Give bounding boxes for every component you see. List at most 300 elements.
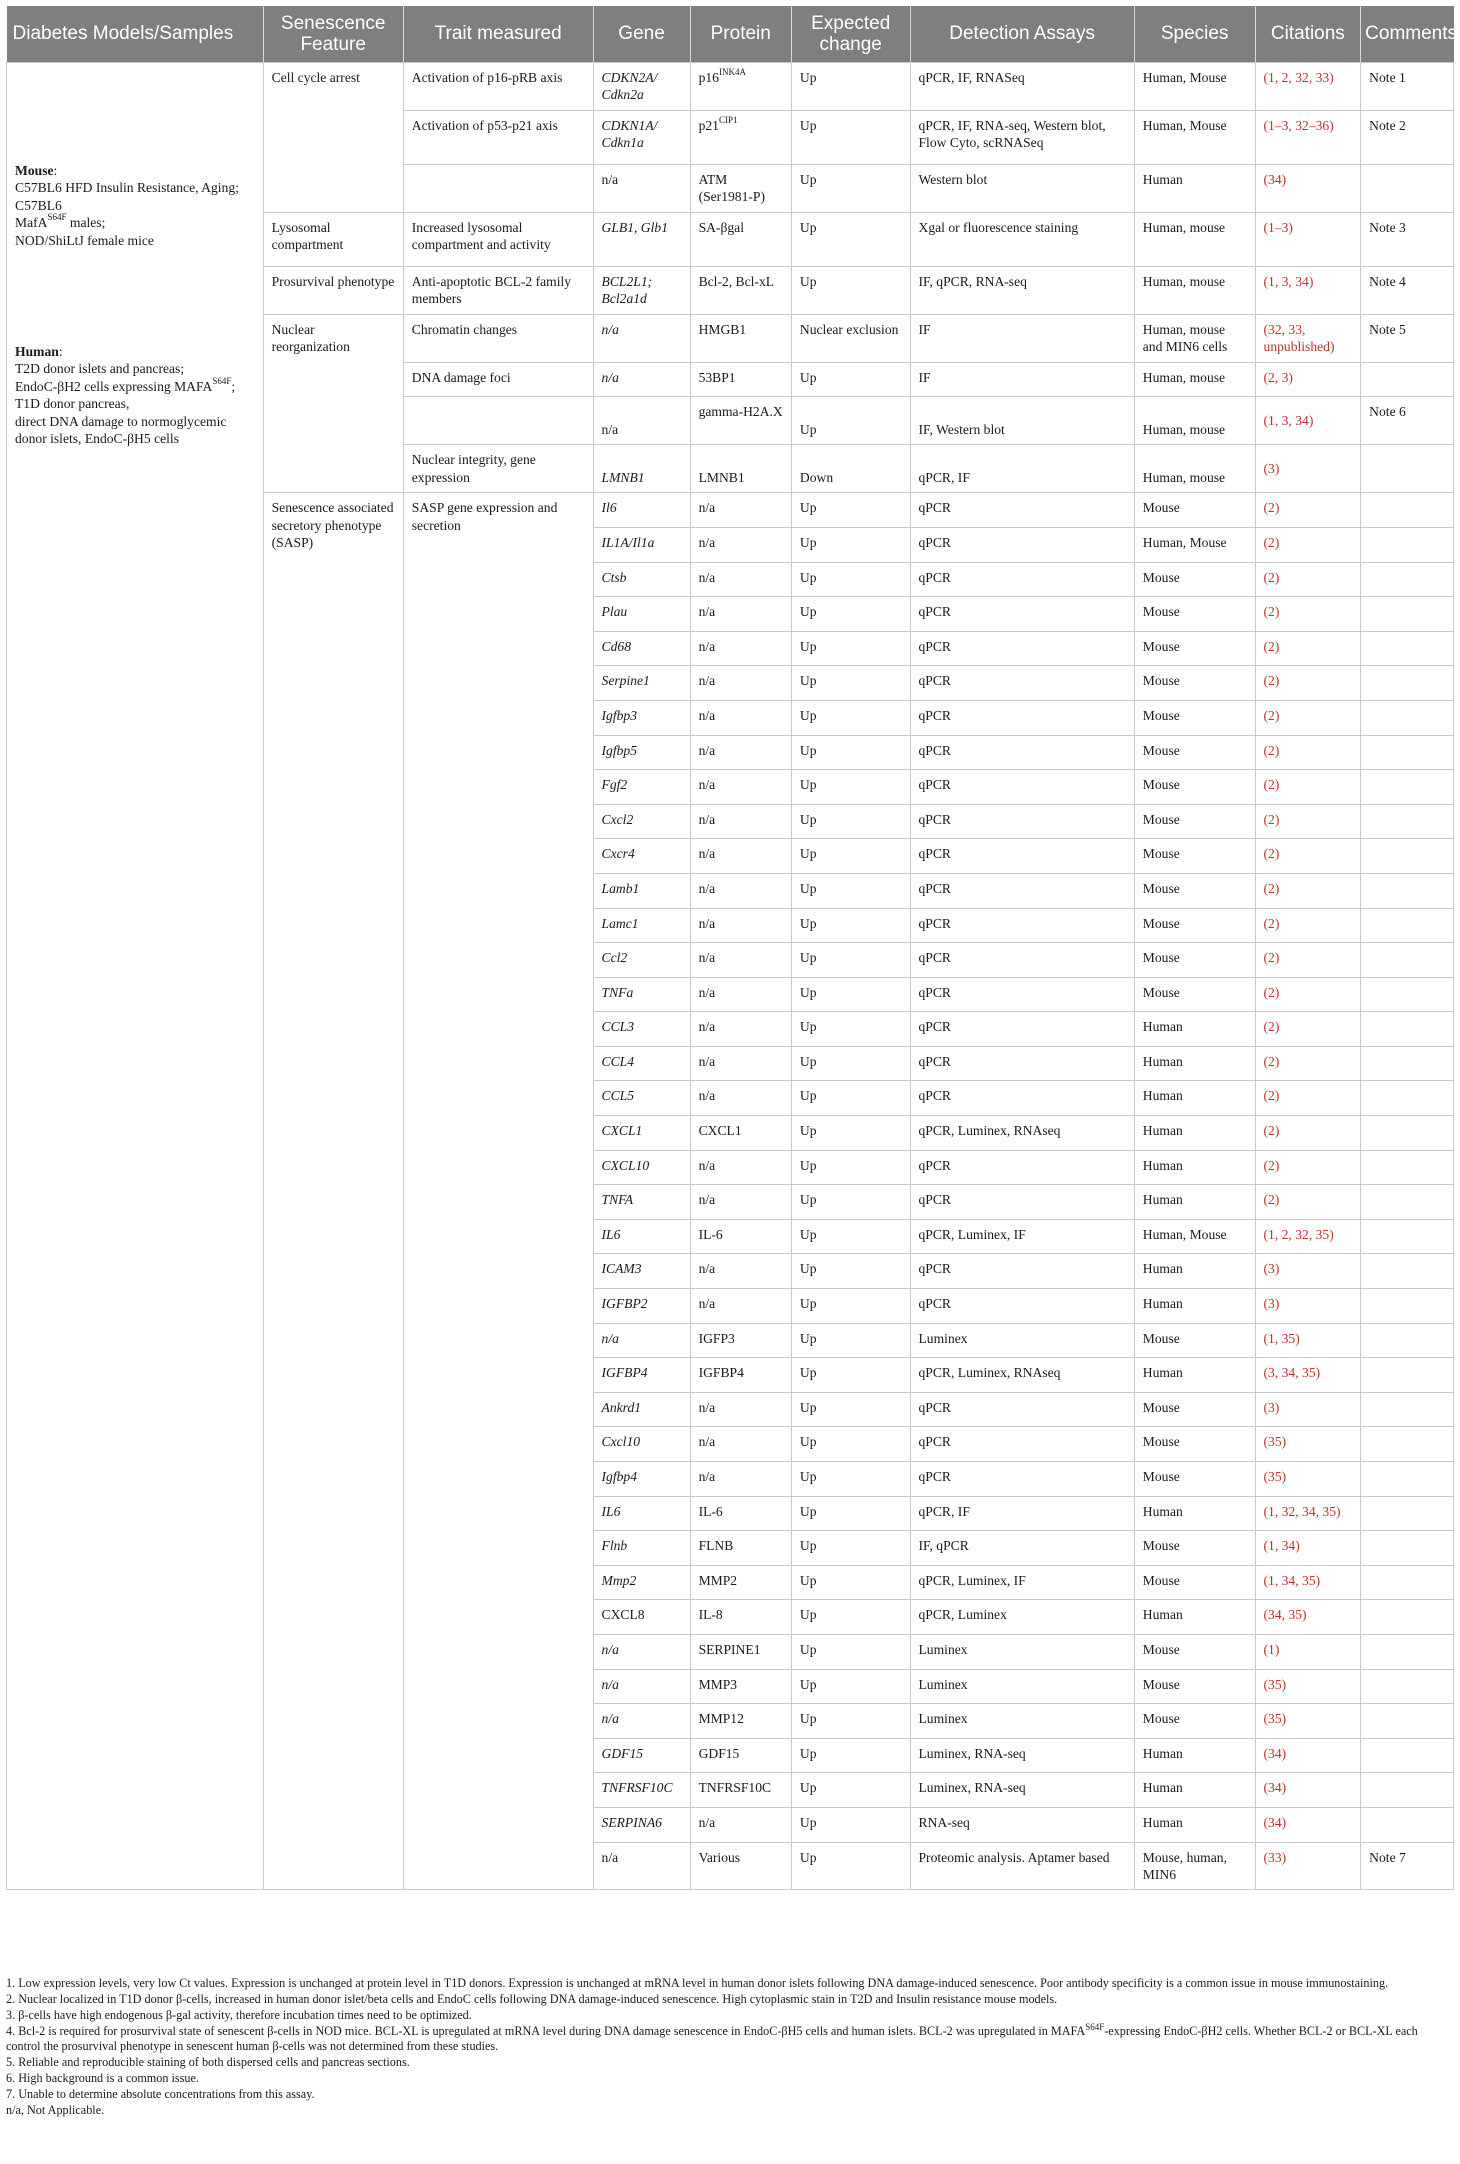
protein-cell: IL-6 [690,1219,791,1254]
gene-cell: Cxcl2 [593,804,690,839]
protein-cell: n/a [690,1150,791,1185]
comment-cell [1361,631,1454,666]
species-cell: Mouse [1134,770,1255,805]
species-cell: Human [1134,1081,1255,1116]
footnote: 1. Low expression levels, very low Ct values. Expression is unchanged at protein level in T1D donors. Expression is unchanged at mRNA level in human donor islets following DNA damage-induced senescence. Poor antibody specificity is a common issue in mouse immunostaining. [6,1976,1389,1990]
citations-cell: (2) [1255,562,1361,597]
assays-cell: IF, qPCR [910,1531,1134,1566]
gene-cell: CXCL8 [593,1600,690,1635]
comment-cell [1361,1807,1454,1842]
change-cell: Up [791,839,910,874]
species-cell: Mouse [1134,1323,1255,1358]
comment-cell [1361,839,1454,874]
table-row: DNA damage foci n/a 53BP1 Up IF Human, mouse (2, 3) [7,362,1454,397]
comment-cell [1361,666,1454,701]
human-models: Human: [15,343,63,359]
citations-cell: (2) [1255,839,1361,874]
assays-cell: qPCR [910,908,1134,943]
assays-cell: Luminex, RNA-seq [910,1738,1134,1773]
protein-cell: n/a [690,1289,791,1324]
protein-cell: MMP3 [690,1669,791,1704]
protein-cell: MMP12 [690,1704,791,1739]
assays-cell: Luminex [910,1704,1134,1739]
change-cell: Up [791,1496,910,1531]
assays-cell: qPCR, Luminex, RNAseq [910,1116,1134,1151]
change-cell: Up [791,1046,910,1081]
gene-cell: CCL3 [593,1012,690,1047]
change-cell: Up [791,1531,910,1566]
protein-cell: FLNB [690,1531,791,1566]
gene-cell: CXCL1 [593,1116,690,1151]
citations-cell: (2) [1255,735,1361,770]
gene-cell: SERPINA6 [593,1807,690,1842]
comment-cell [1361,943,1454,978]
gene-cell: Flnb [593,1531,690,1566]
comment-cell [1361,1600,1454,1635]
gene-cell: Fgf2 [593,770,690,805]
assays-cell: Luminex, RNA-seq [910,1773,1134,1808]
header-change: Expected change [791,6,910,63]
header-assays: Detection Assays [910,6,1134,63]
species-cell: Mouse, human, MIN6 [1134,1842,1255,1890]
change-cell: Up [791,873,910,908]
assays-cell: qPCR [910,735,1134,770]
citations-cell: (2) [1255,1012,1361,1047]
change-cell: Up [791,908,910,943]
citations-cell: (33) [1255,1842,1361,1890]
gene-cell: CCL4 [593,1046,690,1081]
change-cell: Up [791,631,910,666]
citations-cell: (35) [1255,1462,1361,1497]
assays-cell: qPCR [910,1289,1134,1324]
gene-cell: Serpine1 [593,666,690,701]
feature-prosurvival: Prosurvival phenotype [263,266,403,314]
change-cell: Up [791,1462,910,1497]
protein-cell: n/a [690,493,791,528]
gene-cell: TNFRSF10C [593,1773,690,1808]
species-cell: Mouse [1134,873,1255,908]
protein-cell: n/a [690,666,791,701]
change-cell: Up [791,493,910,528]
citations-cell: (34) [1255,1773,1361,1808]
comment-cell [1361,1150,1454,1185]
species-cell: Human [1134,1807,1255,1842]
protein-cell: n/a [690,873,791,908]
comment-cell [1361,1358,1454,1393]
assays-cell: qPCR [910,1254,1134,1289]
assays-cell: qPCR [910,1185,1134,1220]
change-cell: Up [791,1565,910,1600]
species-cell: Mouse [1134,943,1255,978]
species-cell: Mouse [1134,1427,1255,1462]
comment-cell [1361,1012,1454,1047]
assays-cell: RNA-seq [910,1807,1134,1842]
citations-cell: (2) [1255,1116,1361,1151]
assays-cell: qPCR [910,1150,1134,1185]
gene-cell: Lamc1 [593,908,690,943]
change-cell: Up [791,597,910,632]
assays-cell: qPCR [910,1081,1134,1116]
change-cell: Up [791,1219,910,1254]
gene-cell: Plau [593,597,690,632]
models-cell: Mouse: C57BL6 HFD Insulin Resistance, Aging; C57BL6 MafA$^{S64F}$ males; NOD/ShiLtJ female mice Human: T2D donor islets and pancreas; EndoC-βH2 cells expressing $MAFA^{S64F}$; T1D donor pancreas, direct DNA damage to normoglycemic donor islets, EndoC-βH5 cells [7,63,264,1890]
species-cell: Human [1134,1358,1255,1393]
assays-cell: qPCR [910,527,1134,562]
species-cell: Human, Mouse [1134,1219,1255,1254]
species-cell: Mouse [1134,631,1255,666]
gene-cell: IGFBP4 [593,1358,690,1393]
species-cell: Mouse [1134,1669,1255,1704]
header-feature: Senescence Feature [263,6,403,63]
protein-cell: TNFRSF10C [690,1773,791,1808]
citations-cell: (2) [1255,873,1361,908]
citations-cell: (2) [1255,666,1361,701]
citations-cell: (1, 34, 35) [1255,1565,1361,1600]
citations-cell: (2) [1255,527,1361,562]
gene-cell: Mmp2 [593,1565,690,1600]
comment-cell [1361,1219,1454,1254]
comment-cell [1361,597,1454,632]
citations-cell: (34) [1255,1807,1361,1842]
comment-cell [1361,977,1454,1012]
citations-cell: (35) [1255,1704,1361,1739]
header-comments: Comments [1361,6,1454,63]
citations-cell: (2) [1255,1185,1361,1220]
gene-cell: GDF15 [593,1738,690,1773]
protein-cell: n/a [690,562,791,597]
citations-cell: (1, 34) [1255,1531,1361,1566]
protein-cell: n/a [690,735,791,770]
protein-cell: n/a [690,1807,791,1842]
change-cell: Up [791,1150,910,1185]
gene-cell: TNFA [593,1185,690,1220]
change-cell: Up [791,735,910,770]
citations-cell: (2) [1255,908,1361,943]
species-cell: Human [1134,1496,1255,1531]
spacer [15,69,255,162]
protein-cell: Various [690,1842,791,1890]
change-cell: Up [791,1081,910,1116]
species-cell: Human [1134,1600,1255,1635]
comment-cell [1361,873,1454,908]
species-cell: Mouse [1134,839,1255,874]
comment-cell [1361,908,1454,943]
table-row: Activation of p53-p21 axis CDKN1A/ Cdkn1a $p21^{CIP1}$ Up qPCR, IF, RNA-seq, Western blot, Flow Cyto, scRNASeq Human, Mouse (1–3, 32–36) Note 2 [7,110,1454,164]
protein-cell: n/a [690,527,791,562]
gene-cell: IL1A/Il1a [593,527,690,562]
assays-cell: qPCR [910,977,1134,1012]
gene-cell: IL6 [593,1219,690,1254]
assays-cell: Luminex [910,1669,1134,1704]
change-cell: Up [791,1392,910,1427]
assays-cell: qPCR [910,631,1134,666]
gene-cell: Ctsb [593,562,690,597]
assays-cell: qPCR [910,700,1134,735]
citations-cell: (2) [1255,943,1361,978]
footnote: 3. β-cells have high endogenous β-gal activity, therefore incubation times need to be optimized. [6,2007,472,2022]
protein-cell: SERPINE1 [690,1634,791,1669]
citations-cell: (1, 32, 34, 35) [1255,1496,1361,1531]
assays-cell: qPCR [910,804,1134,839]
citations-cell: (2) [1255,700,1361,735]
species-cell: Human [1134,1150,1255,1185]
citations-cell: (2) [1255,1046,1361,1081]
protein-cell: n/a [690,1012,791,1047]
change-cell: Up [791,1773,910,1808]
change-cell: Up [791,1842,910,1890]
header-protein: Protein [690,6,791,63]
comment-cell [1361,700,1454,735]
comment-cell: Note 7 [1361,1842,1454,1890]
change-cell: Up [791,1738,910,1773]
header-trait: Trait measured [403,6,593,63]
protein-cell: n/a [690,1185,791,1220]
citations-cell: (3) [1255,1254,1361,1289]
footnote: 7. Unable to determine absolute concentrations from this assay. [6,2087,315,2102]
species-cell: Human [1134,1012,1255,1047]
citations-cell: (1) [1255,1634,1361,1669]
gene-cell: Cd68 [593,631,690,666]
change-cell: Up [791,1254,910,1289]
change-cell: Up [791,1807,910,1842]
gene-cell: n/a [593,1323,690,1358]
table-row: Lysosomal compartment Increased lysosomal compartment and activity GLB1, Glb1 SA-βgal Up Xgal or fluorescence staining Human, mouse (1–3) Note 3 [7,212,1454,266]
gene-cell: Lamb1 [593,873,690,908]
assays-cell: qPCR [910,839,1134,874]
comment-cell [1361,1427,1454,1462]
assays-cell: qPCR, Luminex, IF [910,1565,1134,1600]
change-cell: Up [791,666,910,701]
change-cell: Up [791,770,910,805]
species-cell: Mouse [1134,977,1255,1012]
header-models: Diabetes Models/Samples [7,6,264,63]
species-cell: Mouse [1134,1392,1255,1427]
protein-cell: IGFBP4 [690,1358,791,1393]
species-cell: Human [1134,1289,1255,1324]
species-cell: Mouse [1134,666,1255,701]
citations-cell: (34, 35) [1255,1600,1361,1635]
gene-cell: Igfbp5 [593,735,690,770]
feature-nuclear: Nuclear reorganization [263,314,403,493]
protein-cell: n/a [690,1462,791,1497]
citations-cell: (35) [1255,1669,1361,1704]
comment-cell [1361,1738,1454,1773]
protein-cell: n/a [690,597,791,632]
gene-cell: n/a [593,1634,690,1669]
assays-cell: Proteomic analysis. Aptamer based [910,1842,1134,1890]
change-cell: Up [791,804,910,839]
protein-cell: GDF15 [690,1738,791,1773]
assays-cell: qPCR [910,873,1134,908]
species-cell: Mouse [1134,735,1255,770]
comment-cell [1361,527,1454,562]
assays-cell: qPCR [910,943,1134,978]
comment-cell [1361,1634,1454,1669]
species-cell: Human, Mouse [1134,527,1255,562]
assays-cell: qPCR [910,770,1134,805]
assays-cell: Luminex [910,1634,1134,1669]
assays-cell: qPCR [910,1012,1134,1047]
species-cell: Human [1134,1738,1255,1773]
table-header-row [7,6,1454,63]
change-cell: Up [791,1669,910,1704]
gene-cell: Igfbp4 [593,1462,690,1497]
table-row: Nuclear reorganization Chromatin changes n/a HMGB1 Nuclear exclusion IF Human, mouse and MIN6 cells (32, 33, unpublished) Note 5 [7,314,1454,362]
protein-cell: n/a [690,1046,791,1081]
spacer [15,249,255,343]
footnote: 6. High background is a common issue. [6,2071,199,2086]
citations-cell: (1, 2, 32, 35) [1255,1219,1361,1254]
citations-cell: (2) [1255,631,1361,666]
citations-cell: (3, 34, 35) [1255,1358,1361,1393]
assays-cell: qPCR, Luminex, RNAseq [910,1358,1134,1393]
protein-cell: n/a [690,1392,791,1427]
assays-cell: qPCR [910,1046,1134,1081]
comment-cell [1361,770,1454,805]
comment-cell [1361,1669,1454,1704]
citations-cell: (35) [1255,1427,1361,1462]
footnote: n/a, Not Applicable. [6,2102,105,2117]
citations-cell: (2) [1255,1150,1361,1185]
citations-cell: (2) [1255,1081,1361,1116]
table-row: Mouse: C57BL6 HFD Insulin Resistance, Aging; C57BL6 MafA$^{S64F}$ males; NOD/ShiLtJ female mice Human: T2D donor islets and pancreas; EndoC-βH2 cells expressing $MAFA^{S64F}$; T1D donor pancreas, direct DNA damage to normoglycemic donor islets, EndoC-βH5 cells Cell cycle arrest Activation of p16-pRB axis CDKN2A/ Cdkn2a $p16^{INK4A}$ Up qPCR, IF, RNASeq Human, Mouse (1, 2, 32, 33) Note 1 [7,63,1454,111]
trait-sasp: SASP gene expression and secretion [403,493,593,1890]
comment-cell [1361,562,1454,597]
comment-cell [1361,1704,1454,1739]
change-cell: Up [791,1185,910,1220]
assays-cell: qPCR [910,1392,1134,1427]
comment-cell [1361,735,1454,770]
change-cell: Up [791,1289,910,1324]
table-row: Nuclear integrity, gene expression LMNB1 LMNB1 Down qPCR, IF Human, mouse (3) [7,445,1454,493]
protein-cell: n/a [690,1427,791,1462]
species-cell: Mouse [1134,597,1255,632]
change-cell: Up [791,700,910,735]
protein-cell: n/a [690,839,791,874]
gene-cell: TNFa [593,977,690,1012]
header-species: Species [1134,6,1255,63]
citations-cell: (3) [1255,1289,1361,1324]
gene-cell: Cxcl10 [593,1427,690,1462]
change-cell: Up [791,1427,910,1462]
footnote: 2. Nuclear localized in T1D donor β-cells, increased in human donor islet/beta cells and EndoC cells following DNA damage-induced senescence. High cytoplasmic stain in T2D and Insulin resistance mouse models. [6,1991,1058,2006]
comment-cell [1361,1565,1454,1600]
change-cell: Up [791,943,910,978]
gene-cell: CXCL10 [593,1150,690,1185]
protein-cell: MMP2 [690,1565,791,1600]
gene-cell: IL6 [593,1496,690,1531]
comment-cell [1361,1392,1454,1427]
gene-cell: Ankrd1 [593,1392,690,1427]
assays-cell: qPCR [910,493,1134,528]
species-cell: Human [1134,1185,1255,1220]
comment-cell [1361,1185,1454,1220]
comment-cell [1361,1254,1454,1289]
assays-cell: qPCR [910,666,1134,701]
change-cell: Up [791,1358,910,1393]
protein-cell: IGFP3 [690,1323,791,1358]
change-cell: Up [791,1634,910,1669]
header-citations: Citations [1255,6,1361,63]
protein-cell: n/a [690,1081,791,1116]
species-cell: Human [1134,1046,1255,1081]
protein-cell: n/a [690,770,791,805]
header-gene: Gene [593,6,690,63]
table-body [7,63,1454,1890]
protein-cell: n/a [690,700,791,735]
gene-cell: Igfbp3 [593,700,690,735]
species-cell: Mouse [1134,1531,1255,1566]
assays-cell: qPCR, Luminex, IF [910,1219,1134,1254]
protein-cell: n/a [690,631,791,666]
species-cell: Mouse [1134,562,1255,597]
assays-cell: qPCR [910,1462,1134,1497]
comment-cell [1361,1116,1454,1151]
comment-cell [1361,1462,1454,1497]
change-cell: Up [791,1116,910,1151]
gene-cell: n/a [593,1842,690,1890]
species-cell: Human [1134,1254,1255,1289]
assays-cell: qPCR [910,1427,1134,1462]
change-cell: Up [791,527,910,562]
citations-cell: (2) [1255,493,1361,528]
comment-cell [1361,493,1454,528]
citations-cell: (1, 35) [1255,1323,1361,1358]
gene-cell: Ccl2 [593,943,690,978]
comment-cell [1361,1046,1454,1081]
mouse-models: Mouse: [15,163,58,178]
species-cell: Mouse [1134,804,1255,839]
comment-cell [1361,1081,1454,1116]
gene-cell: n/a [593,1669,690,1704]
species-cell: Human [1134,1116,1255,1151]
gene-cell: n/a [593,1704,690,1739]
species-cell: Mouse [1134,493,1255,528]
protein-cell: IL-6 [690,1496,791,1531]
feature-cell-cycle: Cell cycle arrest [263,63,403,213]
feature-sasp: Senescence associated secretory phenotype (SASP) [263,493,403,1890]
comment-cell [1361,1531,1454,1566]
assays-cell: qPCR [910,562,1134,597]
change-cell: Up [791,1012,910,1047]
change-cell: Up [791,1600,910,1635]
table-footnotes [6,1976,1454,2119]
protein-cell: n/a [690,977,791,1012]
protein-cell: IL-8 [690,1600,791,1635]
citations-cell: (2) [1255,597,1361,632]
protein-cell: n/a [690,804,791,839]
footnote: 4. Bcl-2 is required for prosurvival state of senescent β-cells in NOD mice. BCL-XL is upregulated at mRNA level during DNA damage senescence in EndoC-βH5 cells and human islets. BCL-2 was upregulated in $MAFA^{S64F}$-expressing EndoC-βH2 cells. Whether BCL-2 or BCL-XL each control the prosurvival phenotype in senescent human β-cells was not determined from these studies. [6,2021,1418,2054]
comment-cell [1361,804,1454,839]
species-cell: Human [1134,1773,1255,1808]
change-cell: Up [791,1704,910,1739]
assays-cell: qPCR, IF [910,1496,1134,1531]
senescence-markers-table [6,6,1458,1890]
citations-cell: (34) [1255,1738,1361,1773]
comment-cell [1361,1323,1454,1358]
comment-cell [1361,1289,1454,1324]
gene-cell: IGFBP2 [593,1289,690,1324]
table-row: n/a ATM (Ser1981-P) Up Western blot Human (34) [7,164,1454,212]
comment-cell [1361,1773,1454,1808]
gene-cell: Cxcr4 [593,839,690,874]
feature-lysosomal: Lysosomal compartment [263,212,403,266]
citations-cell: (2) [1255,977,1361,1012]
footnote: 5. Reliable and reproducible staining of both dispersed cells and pancreas sections. [6,2055,410,2070]
species-cell: Mouse [1134,908,1255,943]
assays-cell: qPCR [910,597,1134,632]
change-cell: Up [791,1323,910,1358]
